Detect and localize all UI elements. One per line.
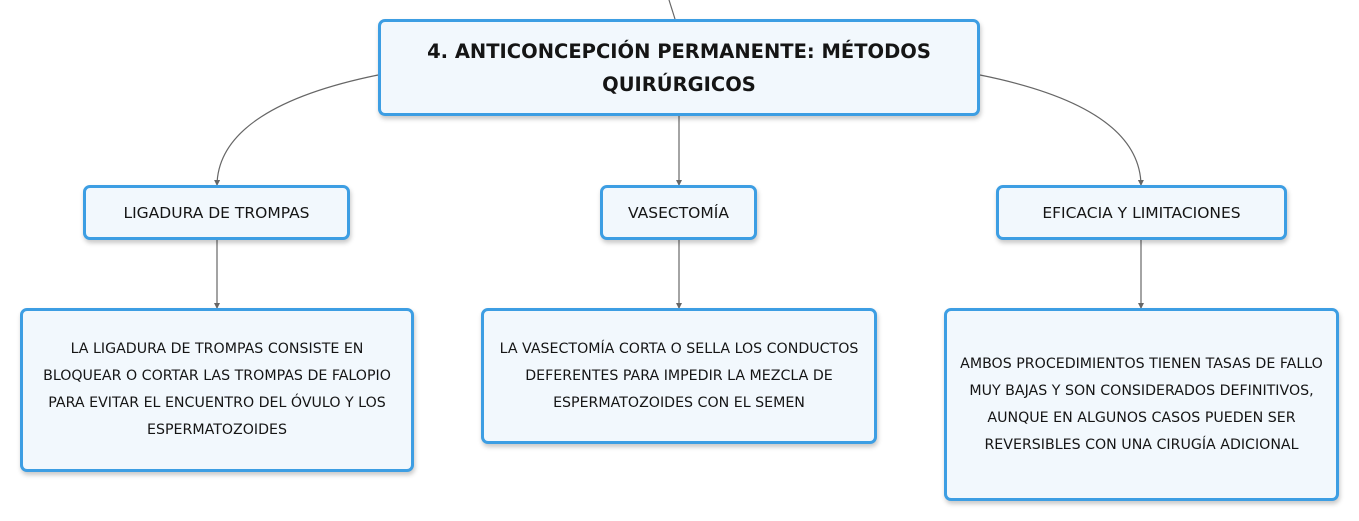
detail-node-eficacia[interactable] — [944, 308, 1339, 501]
detail-text: AMBOS PROCEDIMIENTOS TIENEN TASAS DE FALLO MUY BAJAS Y SON CONSIDERADOS DEFINITIVOS, AUNQUE EN ALGUNOS CASOS PUEDEN SER REVERSIBLES CON UNA CIRUGÍA ADICIONAL — [960, 355, 1323, 453]
connector-parent-to-root — [669, 0, 675, 19]
detail-text: LA VASECTOMÍA CORTA O SELLA LOS CONDUCTOS DEFERENTES PARA IMPEDIR LA MEZCLA DE ESPERMATOZOIDES CON EL SEMEN — [499, 340, 859, 411]
detail-node-ligadura[interactable] — [20, 308, 414, 472]
root-node[interactable] — [378, 19, 980, 116]
detail-node-vasectomia[interactable] — [481, 308, 877, 444]
topic-node-vasectomia[interactable] — [600, 185, 757, 240]
detail-text: LA LIGADURA DE TROMPAS CONSISTE EN BLOQUEAR O CORTAR LAS TROMPAS DE FALOPIO PARA EVITAR EL ENCUENTRO DEL ÓVULO Y LOS ESPERMATOZOIDES — [43, 341, 391, 438]
topic-node-ligadura[interactable] — [83, 185, 350, 240]
topic-label: EFICACIA Y LIMITACIONES — [1042, 203, 1241, 222]
topic-label: LIGADURA DE TROMPAS — [123, 203, 310, 222]
connector-root-to-eficacia — [980, 75, 1141, 185]
topic-label: VASECTOMÍA — [628, 203, 729, 222]
connector-root-to-ligadura — [217, 75, 378, 185]
topic-node-eficacia[interactable] — [996, 185, 1287, 240]
root-title: 4. ANTICONCEPCIÓN PERMANENTE: MÉTODOS QUIRÚRGICOS — [427, 39, 931, 96]
